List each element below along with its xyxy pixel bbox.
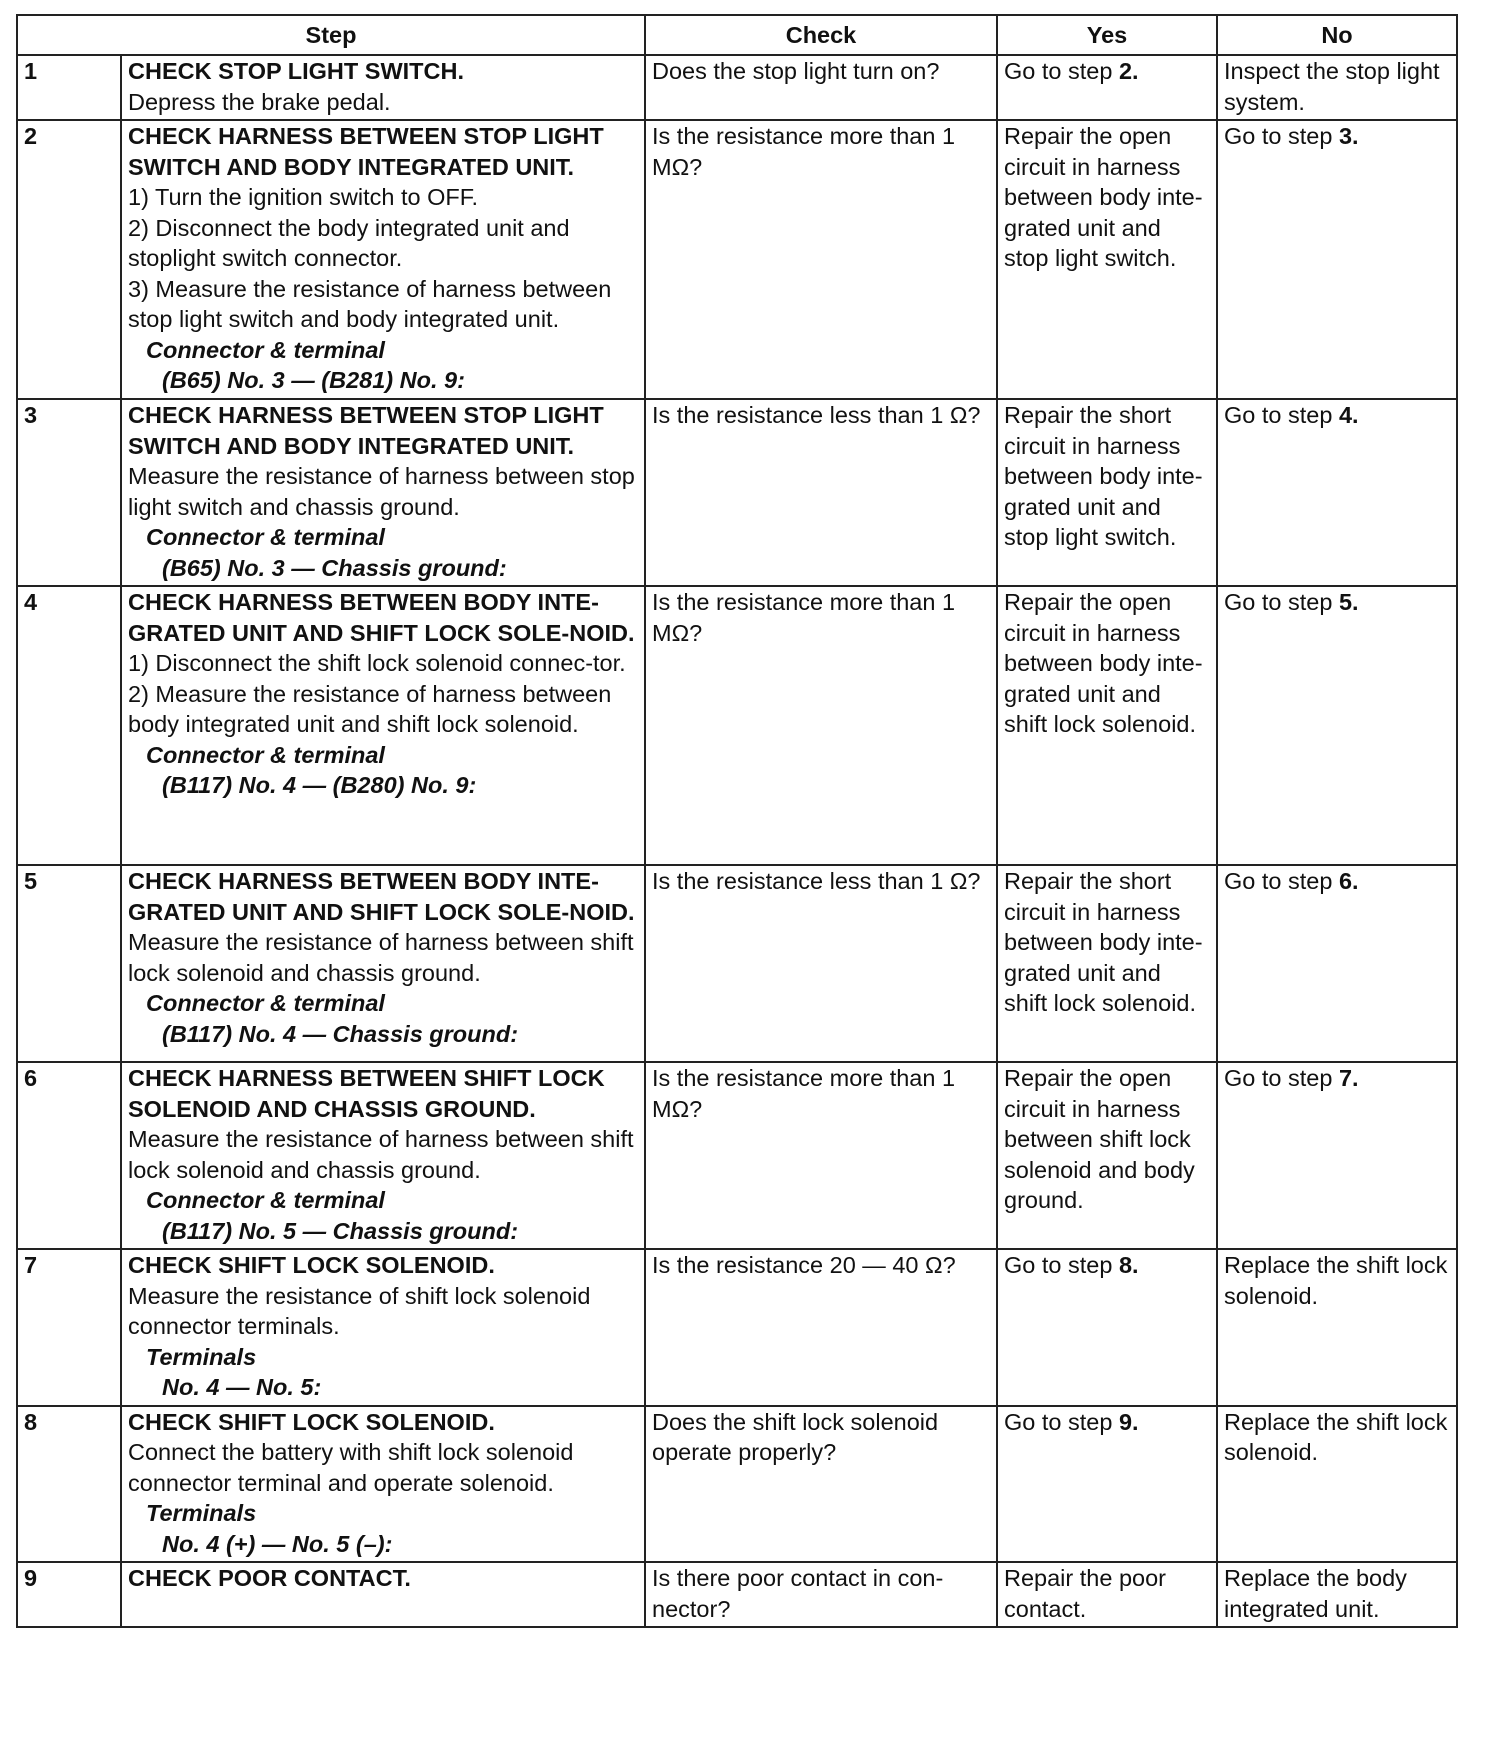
header-yes: Yes	[997, 15, 1217, 55]
connector-label: Connector & terminal	[146, 741, 385, 768]
table-row	[17, 399, 1457, 586]
yes-text: Repair the open circuit in harness between body inte-grated unit and stop light switch.	[1004, 123, 1203, 271]
step-title: CHECK HARNESS BETWEEN SHIFT LOCK SOLENOID AND CHASSIS GROUND.	[128, 1065, 605, 1122]
yes-cell	[997, 1062, 1217, 1249]
yes-step-ref: 2.	[1118, 58, 1139, 84]
check-cell: Is there poor contact in con-nector?	[645, 1562, 997, 1627]
no-text: Go to step	[1224, 1065, 1339, 1091]
yes-cell	[997, 1406, 1217, 1563]
step-number: 3	[17, 399, 121, 586]
step-instruction: Measure the resistance of shift lock solenoid connector terminals.	[128, 1282, 591, 1339]
step-title: CHECK SHIFT LOCK SOLENOID.	[128, 1408, 495, 1435]
connector-terminal: (B65) No. 3 — Chassis ground:	[162, 554, 507, 581]
yes-step-ref: 9.	[1118, 1408, 1139, 1435]
step-number: 7	[17, 1249, 121, 1406]
yes-text: Go to step	[1004, 1408, 1119, 1435]
yes-cell	[997, 586, 1217, 865]
step-title: CHECK POOR CONTACT.	[128, 1565, 411, 1591]
connector-label: Connector & terminal	[146, 1187, 385, 1213]
step-instruction: 1) Turn the ignition switch to OFF.	[128, 184, 479, 210]
step-number: 1	[17, 55, 121, 120]
no-text: Go to step	[1224, 589, 1339, 615]
step-instruction: Connect the battery with shift lock solenoid connector terminal and operate solenoid.	[128, 1439, 574, 1496]
step-cell	[121, 586, 645, 865]
connector-label: Terminals	[146, 1500, 257, 1526]
step-instruction: Measure the resistance of harness between shift lock solenoid and chassis ground.	[128, 1126, 634, 1183]
no-cell	[1217, 1562, 1457, 1627]
check-cell: Is the resistance 20 — 40 Ω?	[645, 1249, 997, 1406]
connector-terminal: No. 4 — No. 5:	[162, 1374, 322, 1400]
step-instruction: 1) Disconnect the shift lock solenoid connec-tor.	[128, 650, 626, 676]
step-number: 4	[17, 586, 121, 865]
no-cell	[1217, 1406, 1457, 1563]
no-cell	[1217, 55, 1457, 120]
connector-terminal: (B117) No. 4 — Chassis ground:	[162, 1020, 519, 1047]
no-cell	[1217, 586, 1457, 865]
step-number: 9	[17, 1562, 121, 1627]
no-cell	[1217, 1249, 1457, 1406]
no-text: Replace the shift lock solenoid.	[1224, 1252, 1448, 1309]
yes-cell	[997, 1249, 1217, 1406]
check-cell: Is the resistance less than 1 Ω?	[645, 865, 997, 1062]
table-body	[17, 55, 1457, 1627]
yes-cell	[997, 120, 1217, 399]
header-no: No	[1217, 15, 1457, 55]
step-cell	[121, 399, 645, 586]
header-check: Check	[645, 15, 997, 55]
connector-label: Connector & terminal	[146, 336, 385, 363]
step-number: 2	[17, 120, 121, 399]
header-step: Step	[17, 15, 645, 55]
step-cell	[121, 55, 645, 120]
yes-cell	[997, 399, 1217, 586]
step-title: CHECK HARNESS BETWEEN STOP LIGHT SWITCH AND BODY INTEGRATED UNIT.	[128, 123, 604, 180]
check-cell: Is the resistance more than 1 MΩ?	[645, 120, 997, 399]
connector-terminal: (B117) No. 5 — Chassis ground:	[162, 1217, 519, 1244]
yes-text: Repair the short circuit in harness between body inte-grated unit and shift lock solenoid.	[1004, 868, 1203, 1016]
check-cell: Is the resistance more than 1 MΩ?	[645, 586, 997, 865]
no-text: Go to step	[1224, 868, 1339, 894]
no-text: Replace the shift lock solenoid.	[1224, 1408, 1448, 1465]
step-title: CHECK STOP LIGHT SWITCH.	[128, 58, 464, 84]
no-text: Go to step	[1224, 402, 1339, 428]
yes-text: Repair the short circuit in harness between body inte-grated unit and stop light switch.	[1004, 402, 1203, 550]
no-cell	[1217, 120, 1457, 399]
step-instruction: 2) Disconnect the body integrated unit and stoplight switch connector.	[128, 214, 570, 271]
step-instruction: Measure the resistance of harness between shift lock solenoid and chassis ground.	[128, 929, 634, 986]
no-step-ref: 6.	[1338, 868, 1359, 894]
step-instruction: 3) Measure the resistance of harness between stop light switch and body integrated unit.	[128, 275, 612, 332]
step-cell	[121, 1406, 645, 1563]
connector-terminal: (B117) No. 4 — (B280) No. 9:	[162, 772, 477, 798]
diagnostic-table	[16, 14, 1458, 1628]
connector-terminal: No. 4 (+) — No. 5 (–):	[162, 1530, 393, 1557]
header-row	[17, 15, 1457, 55]
step-instruction: Depress the brake pedal.	[128, 88, 391, 115]
no-step-ref: 7.	[1338, 1065, 1359, 1091]
table-row	[17, 865, 1457, 1062]
no-text: Go to step	[1224, 123, 1339, 149]
table-row	[17, 55, 1457, 120]
step-title: CHECK HARNESS BETWEEN BODY INTE-GRATED UNIT AND SHIFT LOCK SOLE-NOID.	[128, 589, 635, 646]
no-cell	[1217, 1062, 1457, 1249]
step-instruction: 2) Measure the resistance of harness between body integrated unit and shift lock solenoid.	[128, 680, 612, 737]
no-text: Replace the body integrated unit.	[1224, 1565, 1407, 1622]
no-step-ref: 3.	[1338, 123, 1359, 149]
step-number: 6	[17, 1062, 121, 1249]
yes-cell	[997, 1562, 1217, 1627]
check-cell: Is the resistance more than 1 MΩ?	[645, 1062, 997, 1249]
yes-text: Repair the poor contact.	[1004, 1565, 1166, 1622]
check-cell: Does the shift lock solenoid operate properly?	[645, 1406, 997, 1563]
no-step-ref: 5.	[1338, 589, 1359, 615]
step-title: CHECK HARNESS BETWEEN STOP LIGHT SWITCH AND BODY INTEGRATED UNIT.	[128, 402, 604, 459]
yes-text: Go to step	[1004, 1252, 1119, 1278]
yes-text: Go to step	[1004, 58, 1119, 84]
yes-cell	[997, 55, 1217, 120]
yes-step-ref: 8.	[1118, 1252, 1139, 1278]
step-cell	[121, 1562, 645, 1627]
connector-label: Connector & terminal	[146, 524, 385, 550]
table-row	[17, 1249, 1457, 1406]
no-step-ref: 4.	[1338, 402, 1359, 428]
connector-label: Terminals	[146, 1343, 257, 1370]
table-row	[17, 1062, 1457, 1249]
yes-cell	[997, 865, 1217, 1062]
step-instruction: Measure the resistance of harness between stop light switch and chassis ground.	[128, 463, 635, 520]
table-row	[17, 1562, 1457, 1627]
table-row	[17, 586, 1457, 865]
step-title: CHECK HARNESS BETWEEN BODY INTE-GRATED UNIT AND SHIFT LOCK SOLE-NOID.	[128, 868, 635, 925]
step-number: 5	[17, 865, 121, 1062]
yes-text: Repair the open circuit in harness between shift lock solenoid and body ground.	[1004, 1065, 1195, 1213]
table-row	[17, 1406, 1457, 1563]
no-cell	[1217, 865, 1457, 1062]
no-text: Inspect the stop light system.	[1224, 58, 1440, 115]
connector-terminal: (B65) No. 3 — (B281) No. 9:	[162, 367, 465, 393]
check-cell: Is the resistance less than 1 Ω?	[645, 399, 997, 586]
step-cell	[121, 120, 645, 399]
step-number: 8	[17, 1406, 121, 1563]
table-row	[17, 120, 1457, 399]
yes-text: Repair the open circuit in harness between body inte-grated unit and shift lock solenoid.	[1004, 589, 1203, 737]
check-cell: Does the stop light turn on?	[645, 55, 997, 120]
step-cell	[121, 865, 645, 1062]
connector-label: Connector & terminal	[146, 990, 385, 1016]
step-cell	[121, 1249, 645, 1406]
step-cell	[121, 1062, 645, 1249]
no-cell	[1217, 399, 1457, 586]
step-title: CHECK SHIFT LOCK SOLENOID.	[128, 1252, 495, 1278]
